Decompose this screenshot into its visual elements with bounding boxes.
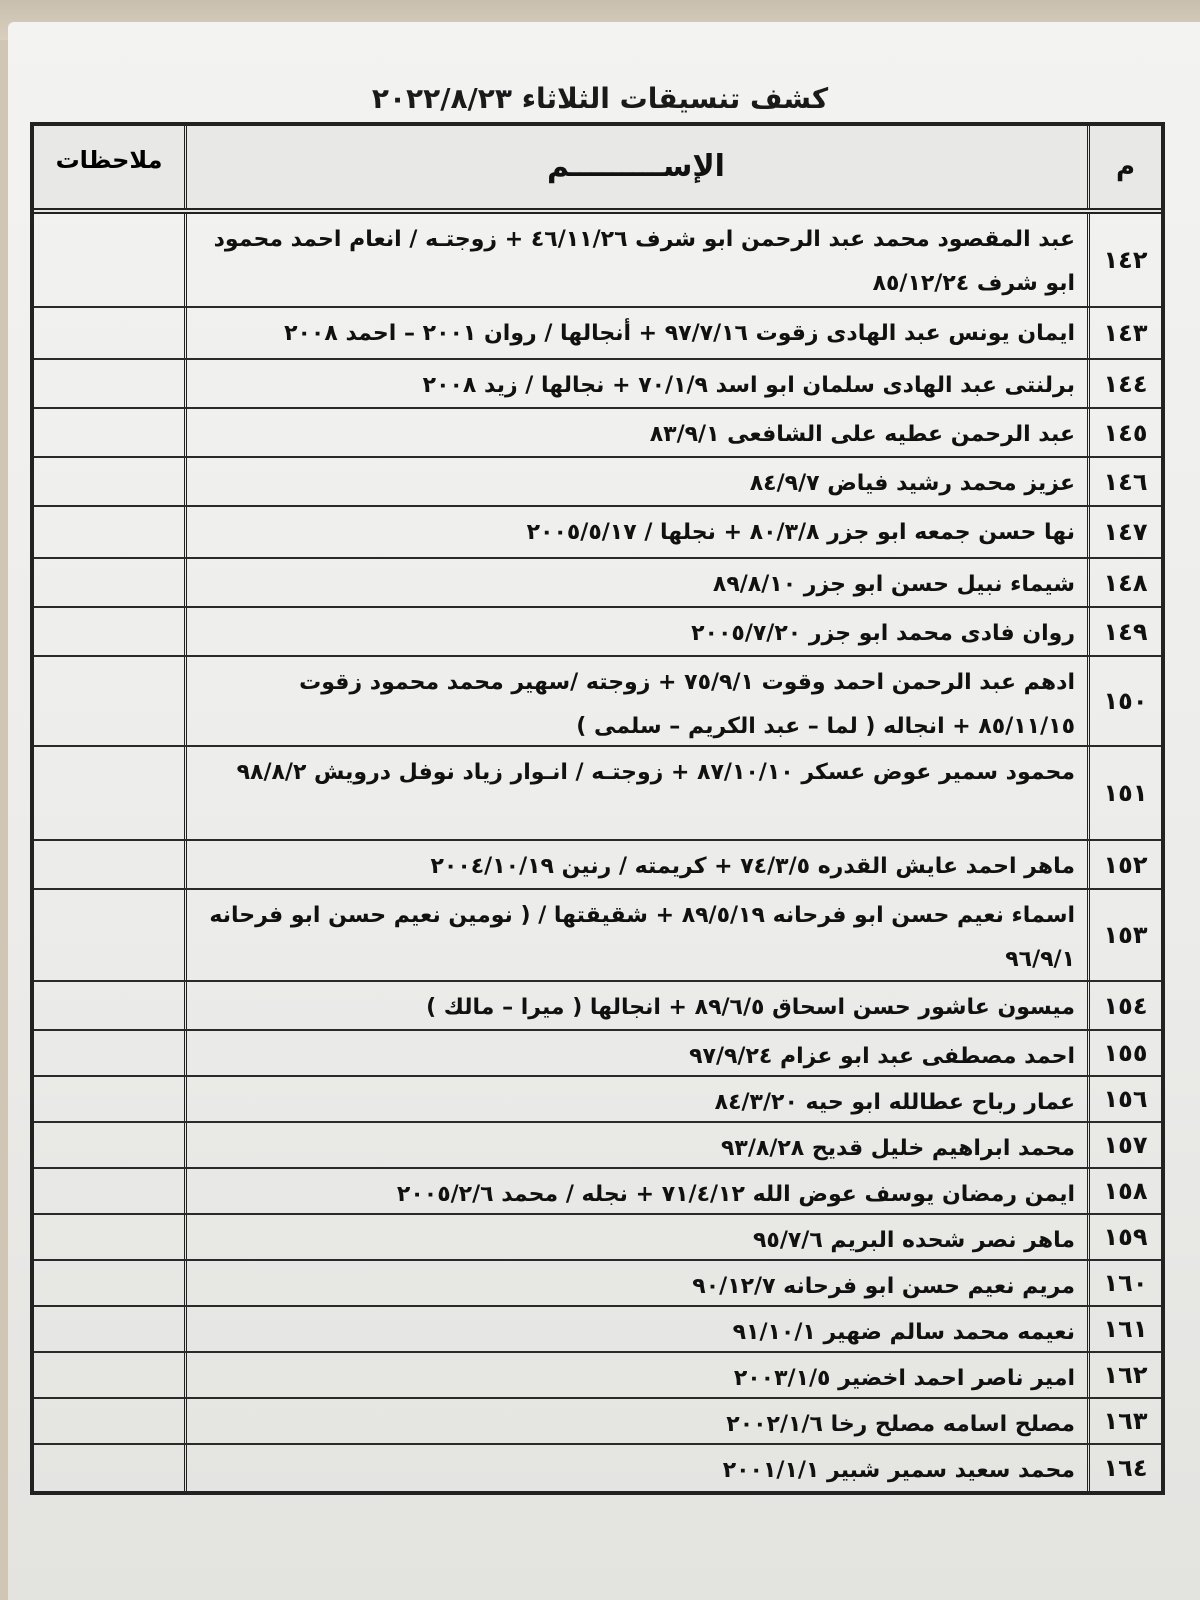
row-number: ١٥٢ [1087, 841, 1161, 888]
row-name: مصلح اسامه مصلح رخا ٢٠٠٢/١/٦ [184, 1399, 1087, 1443]
row-number: ١٦٢ [1087, 1353, 1161, 1397]
table-row [34, 1307, 1161, 1353]
row-number: ١٤٨ [1087, 559, 1161, 606]
row-notes [34, 982, 184, 1029]
row-name: عبد المقصود محمد عبد الرحمن ابو شرف ٤٦/١١/٢٦ + زوجتـه / انعام احمد محمود ابو شرف ٨٥/١٢/٢٤ [184, 214, 1087, 306]
row-notes [34, 1123, 184, 1167]
row-number: ١٥٣ [1087, 890, 1161, 980]
table-row [34, 1123, 1161, 1169]
row-notes [34, 841, 184, 888]
row-number: ١٦٤ [1087, 1445, 1161, 1491]
table-row [34, 608, 1161, 657]
row-number: ١٦٣ [1087, 1399, 1161, 1443]
table-row [34, 747, 1161, 841]
row-notes [34, 1445, 184, 1491]
row-number: ١٥٨ [1087, 1169, 1161, 1213]
table-row [34, 841, 1161, 890]
row-number: ١٤٣ [1087, 308, 1161, 358]
table-row [34, 1445, 1161, 1491]
row-number: ١٤٩ [1087, 608, 1161, 655]
row-notes [34, 308, 184, 358]
table-row [34, 559, 1161, 608]
row-notes [34, 1031, 184, 1075]
row-notes [34, 1215, 184, 1259]
table-header-row [34, 126, 1161, 214]
row-notes [34, 458, 184, 505]
table-row [34, 1077, 1161, 1123]
row-name: محمود سمير عوض عسكر ٨٧/١٠/١٠ + زوجتـه / انـوار زياد نوفل درويش ٩٨/٨/٢ [184, 747, 1087, 839]
row-notes [34, 409, 184, 456]
row-notes [34, 559, 184, 606]
table-row [34, 360, 1161, 409]
row-notes [34, 890, 184, 980]
row-name: عبد الرحمن عطيه على الشافعى ٨٣/٩/١ [184, 409, 1087, 456]
row-name: ميسون عاشور حسن اسحاق ٨٩/٦/٥ + انجالها ( ميرا – مالك ) [184, 982, 1087, 1029]
row-notes [34, 657, 184, 745]
row-name: محمد سعيد سمير شبير ٢٠٠١/١/١ [184, 1445, 1087, 1491]
document-title: كشف تنسيقات الثلاثاء ٢٠٢٢/٨/٢٣ [371, 82, 829, 115]
row-name: نعيمه محمد سالم ضهير ٩١/١٠/١ [184, 1307, 1087, 1351]
row-number: ١٥٦ [1087, 1077, 1161, 1121]
names-table [30, 122, 1165, 1495]
table-row [34, 890, 1161, 982]
row-number: ١٤٢ [1087, 214, 1161, 306]
row-number: ١٥٧ [1087, 1123, 1161, 1167]
table-row [34, 657, 1161, 747]
row-number: ١٤٥ [1087, 409, 1161, 456]
table-row [34, 308, 1161, 360]
row-name: نها حسن جمعه ابو جزر ٨٠/٣/٨ + نجلها / ٢٠٠٥/٥/١٧ [184, 507, 1087, 557]
row-name: ماهر احمد عايش القدره ٧٤/٣/٥ + كريمته / رنين ٢٠٠٤/١٠/١٩ [184, 841, 1087, 888]
row-notes [34, 1353, 184, 1397]
row-notes [34, 1399, 184, 1443]
table-row [34, 982, 1161, 1031]
row-number: ١٤٧ [1087, 507, 1161, 557]
table-row [34, 409, 1161, 458]
row-number: ١٦١ [1087, 1307, 1161, 1351]
header-number: م [1087, 126, 1161, 208]
table-row [34, 1399, 1161, 1445]
row-number: ١٥٤ [1087, 982, 1161, 1029]
row-notes [34, 507, 184, 557]
row-name: روان فادى محمد ابو جزر ٢٠٠٥/٧/٢٠ [184, 608, 1087, 655]
row-name: اسماء نعيم حسن ابو فرحانه ٨٩/٥/١٩ + شقيقتها / ( نومين نعيم حسن ابو فرحانه ٩٦/٩/١ [184, 890, 1087, 980]
row-notes [34, 360, 184, 407]
row-notes [34, 1077, 184, 1121]
row-notes [34, 1307, 184, 1351]
row-name: ايمان يونس عبد الهادى زقوت ٩٧/٧/١٦ + أنجالها / روان ٢٠٠١ – احمد ٢٠٠٨ [184, 308, 1087, 358]
row-notes [34, 214, 184, 306]
table-row [34, 1169, 1161, 1215]
row-number: ١٥٩ [1087, 1215, 1161, 1259]
table-row [34, 1261, 1161, 1307]
row-name: ايمن رمضان يوسف عوض الله ٧١/٤/١٢ + نجله / محمد ٢٠٠٥/٢/٦ [184, 1169, 1087, 1213]
header-name: الإســـــــــم [184, 126, 1087, 208]
table-row [34, 214, 1161, 308]
row-name: محمد ابراهيم خليل قديح ٩٣/٨/٢٨ [184, 1123, 1087, 1167]
header-notes: ملاحظات [55, 146, 163, 174]
row-number: ١٤٦ [1087, 458, 1161, 505]
row-name: عزيز محمد رشيد فياض ٨٤/٩/٧ [184, 458, 1087, 505]
row-name: مريم نعيم حسن ابو فرحانه ٩٠/١٢/٧ [184, 1261, 1087, 1305]
row-name: ادهم عبد الرحمن احمد وقوت ٧٥/٩/١ + زوجته /سهير محمد محمود زقوت ٨٥/١١/١٥ + انجاله ( لما – عبد الكريم – سلمى ) [184, 657, 1087, 745]
row-number: ١٥٠ [1087, 657, 1161, 745]
row-number: ١٤٤ [1087, 360, 1161, 407]
row-name: ماهر نصر شحده البريم ٩٥/٧/٦ [184, 1215, 1087, 1259]
row-name: احمد مصطفى عبد ابو عزام ٩٧/٩/٢٤ [184, 1031, 1087, 1075]
table-row [34, 1353, 1161, 1399]
row-notes [34, 747, 184, 839]
row-number: ١٥١ [1087, 747, 1161, 839]
row-name: عمار رباح عطالله ابو حيه ٨٤/٣/٢٠ [184, 1077, 1087, 1121]
row-notes [34, 1261, 184, 1305]
table-row [34, 1031, 1161, 1077]
row-notes [34, 1169, 184, 1213]
table-row [34, 507, 1161, 559]
row-name: برلنتى عبد الهادى سلمان ابو اسد ٧٠/١/٩ + نجالها / زيد ٢٠٠٨ [184, 360, 1087, 407]
row-notes [34, 608, 184, 655]
row-number: ١٥٥ [1087, 1031, 1161, 1075]
row-name: امير ناصر احمد اخضير ٢٠٠٣/١/٥ [184, 1353, 1087, 1397]
table-row [34, 458, 1161, 507]
table-row [34, 1215, 1161, 1261]
row-number: ١٦٠ [1087, 1261, 1161, 1305]
row-name: شيماء نبيل حسن ابو جزر ٨٩/٨/١٠ [184, 559, 1087, 606]
